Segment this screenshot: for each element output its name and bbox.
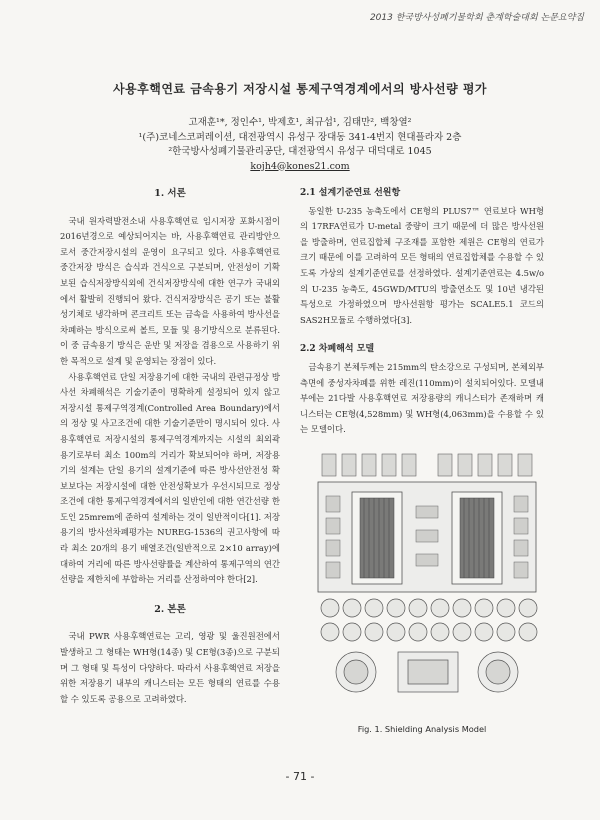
figure-caption: Fig. 1. Shielding Analysis Model <box>357 724 487 734</box>
paper-title: 사용후핵연료 금속용기 저장시설 통제구역경계에서의 방사선량 평가 <box>112 82 488 96</box>
intro-paragraph-2: 사용후핵연료 단일 저장용기에 대한 국내의 관련규정상 방사선 차폐해석은 기술기준이 명확하게 설정되어 있지 않고 저장시설 통제구역경계(Controlled Area Boundary)에서의 정상 및 사고조건에 대한 기술기준만이 명시되어 있다. 사용후핵연료 저장시설의 통제구역경계까지는 시설의 최외곽 용기로부터 최소 100m의 거리가 확보되어야 하며, 저장용기의 설계는 단일 용기의 설계기준에 따른 방사선안전성 확보보다는 저장시설에 대한 안전성확보가 우선시되므로 정상조건에 대한 통제구역경계에서의 일반인에 대한 연간선량 한도인 25mrem에 준하여 설계하는 것이 일반적이다[1]. 저장용기의 방사선차폐평가는 NUREG-1536의 권고사항에 따라 최소 20개의 용기 배열조건(일반적으로 2×10 array)에 대하여 거리에 따른 방사선량률을 계산하여 통제구역의 연간선량을 제한치에 부합하는 거리를 산정하여야 한다[2]. <box>60 371 280 585</box>
intro-paragraph-1: 국내 원자력발전소내 사용후핵연료 임시저장 포화시점이 2016년경으로 예상되어지는 바, 사용후핵연료 관리방안으로서 중간저장시설의 운영이 요구되고 있다. 사용후핵연료 중간저장 방식은 습식과 건식으로 구분되며, 안전성이 기확보된 습식저장방식외에 건식저장방식에 대한 연구가 국내외에서 활발히 진행되어 왔다. 건식저장방식은 공기 또는 불활성기체로 냉각하며 콘크리트 또는 금속을 사용하여 방사선을 차폐하는 방식으로써 볼트, 모듈 및 용기방식으로 분류된다. 이 중 금속용기 방식은 운반 및 저장을 겸용으로 사용하기 위한 목적으로 설계 및 운영되는 장점이 있다. <box>60 215 280 366</box>
author-names: 고재훈¹*, 정인수¹, 박제호¹, 최규섭¹, 김태만², 백창열² <box>188 117 412 128</box>
section-heading-main: 2. 본론 <box>154 603 186 615</box>
affiliation-1: ¹(주)코네스코퍼레이션, 대전광역시 유성구 장대동 341-4번지 현대플라자 2층 <box>138 131 462 143</box>
subsection-heading-source-term: 2.1 설계기준연료 선원항 <box>300 188 401 198</box>
left-column <box>60 186 280 707</box>
cask-circles-row <box>321 599 537 617</box>
source-term-paragraph: 동일한 U-235 농축도에서 CE형의 PLUS7™ 연료보다 WH형의 17RFA연료가 U-metal 중량이 크기 때문에 더 많은 방사선원을 방출하며, 연료집합체 구조재를 포함한 제원은 CE형의 연료가 크기 때문에 이를 고려하여 모든 형태의 연료집합체를 수용할 수 있도록 가상의 설계기준연료를 선정하였다. 설계기준연료는 4.5w/o의 U-235 농축도, 45GWD/MTU의 방출연소도 및 10년 냉각된 특성으로 가정하였으며 방사선원항 평가는 SCALE5.1 코드의 SAS2H모듈로 수행하였다[3]. <box>300 205 544 325</box>
shielding-model-paragraph: 금속용기 본체두께는 215mm의 탄소강으로 구성되며, 본체외부 측면에 중성자차폐를 위한 레진(110mm)이 설치되어있다. 모델내부에는 21다발 사용후핵연료 저장용량의 캐니스터가 존재하며 캐니스터는 CE형(4,528mm) 및 WH형(4,063mm)을 수용할 수 있는 모델이다. <box>300 361 544 435</box>
right-column <box>300 186 544 438</box>
page-number: - 71 - <box>285 770 315 783</box>
proceedings-header: 2013 한국방사성폐기물학회 춘계학술대회 논문요약집 <box>369 13 584 23</box>
affiliation-2: ²한국방사성폐기물관리공단, 대전광역시 유성구 대덕대로 1045 <box>168 146 432 157</box>
author-block <box>0 116 600 174</box>
shielding-model-figure <box>312 446 542 708</box>
fuel-basket-right <box>460 498 494 578</box>
cask-array-top <box>322 454 532 476</box>
main-paragraph-1: 국내 PWR 사용후핵연료는 고리, 영광 및 울진원전에서 발생하고 그 형태는 WH형(14종) 및 CE형(3종)으로 구분되며 그 형태 및 특성이 다양하다. 따라서 사용후핵연료 저장을 위한 저장용기 내부의 캐니스터는 모든 형태의 연료를 수용할 수 있도록 공용으로 고려하였다. <box>60 631 280 704</box>
subsection-heading-shielding-model: 2.2 차폐해석 모델 <box>300 344 375 355</box>
shielding-model-drawing <box>312 446 542 708</box>
author-email-link[interactable]: kojh4@kones21.com <box>250 160 350 172</box>
fuel-basket-left <box>360 498 394 578</box>
section-heading-introduction: 1. 서론 <box>154 188 186 199</box>
